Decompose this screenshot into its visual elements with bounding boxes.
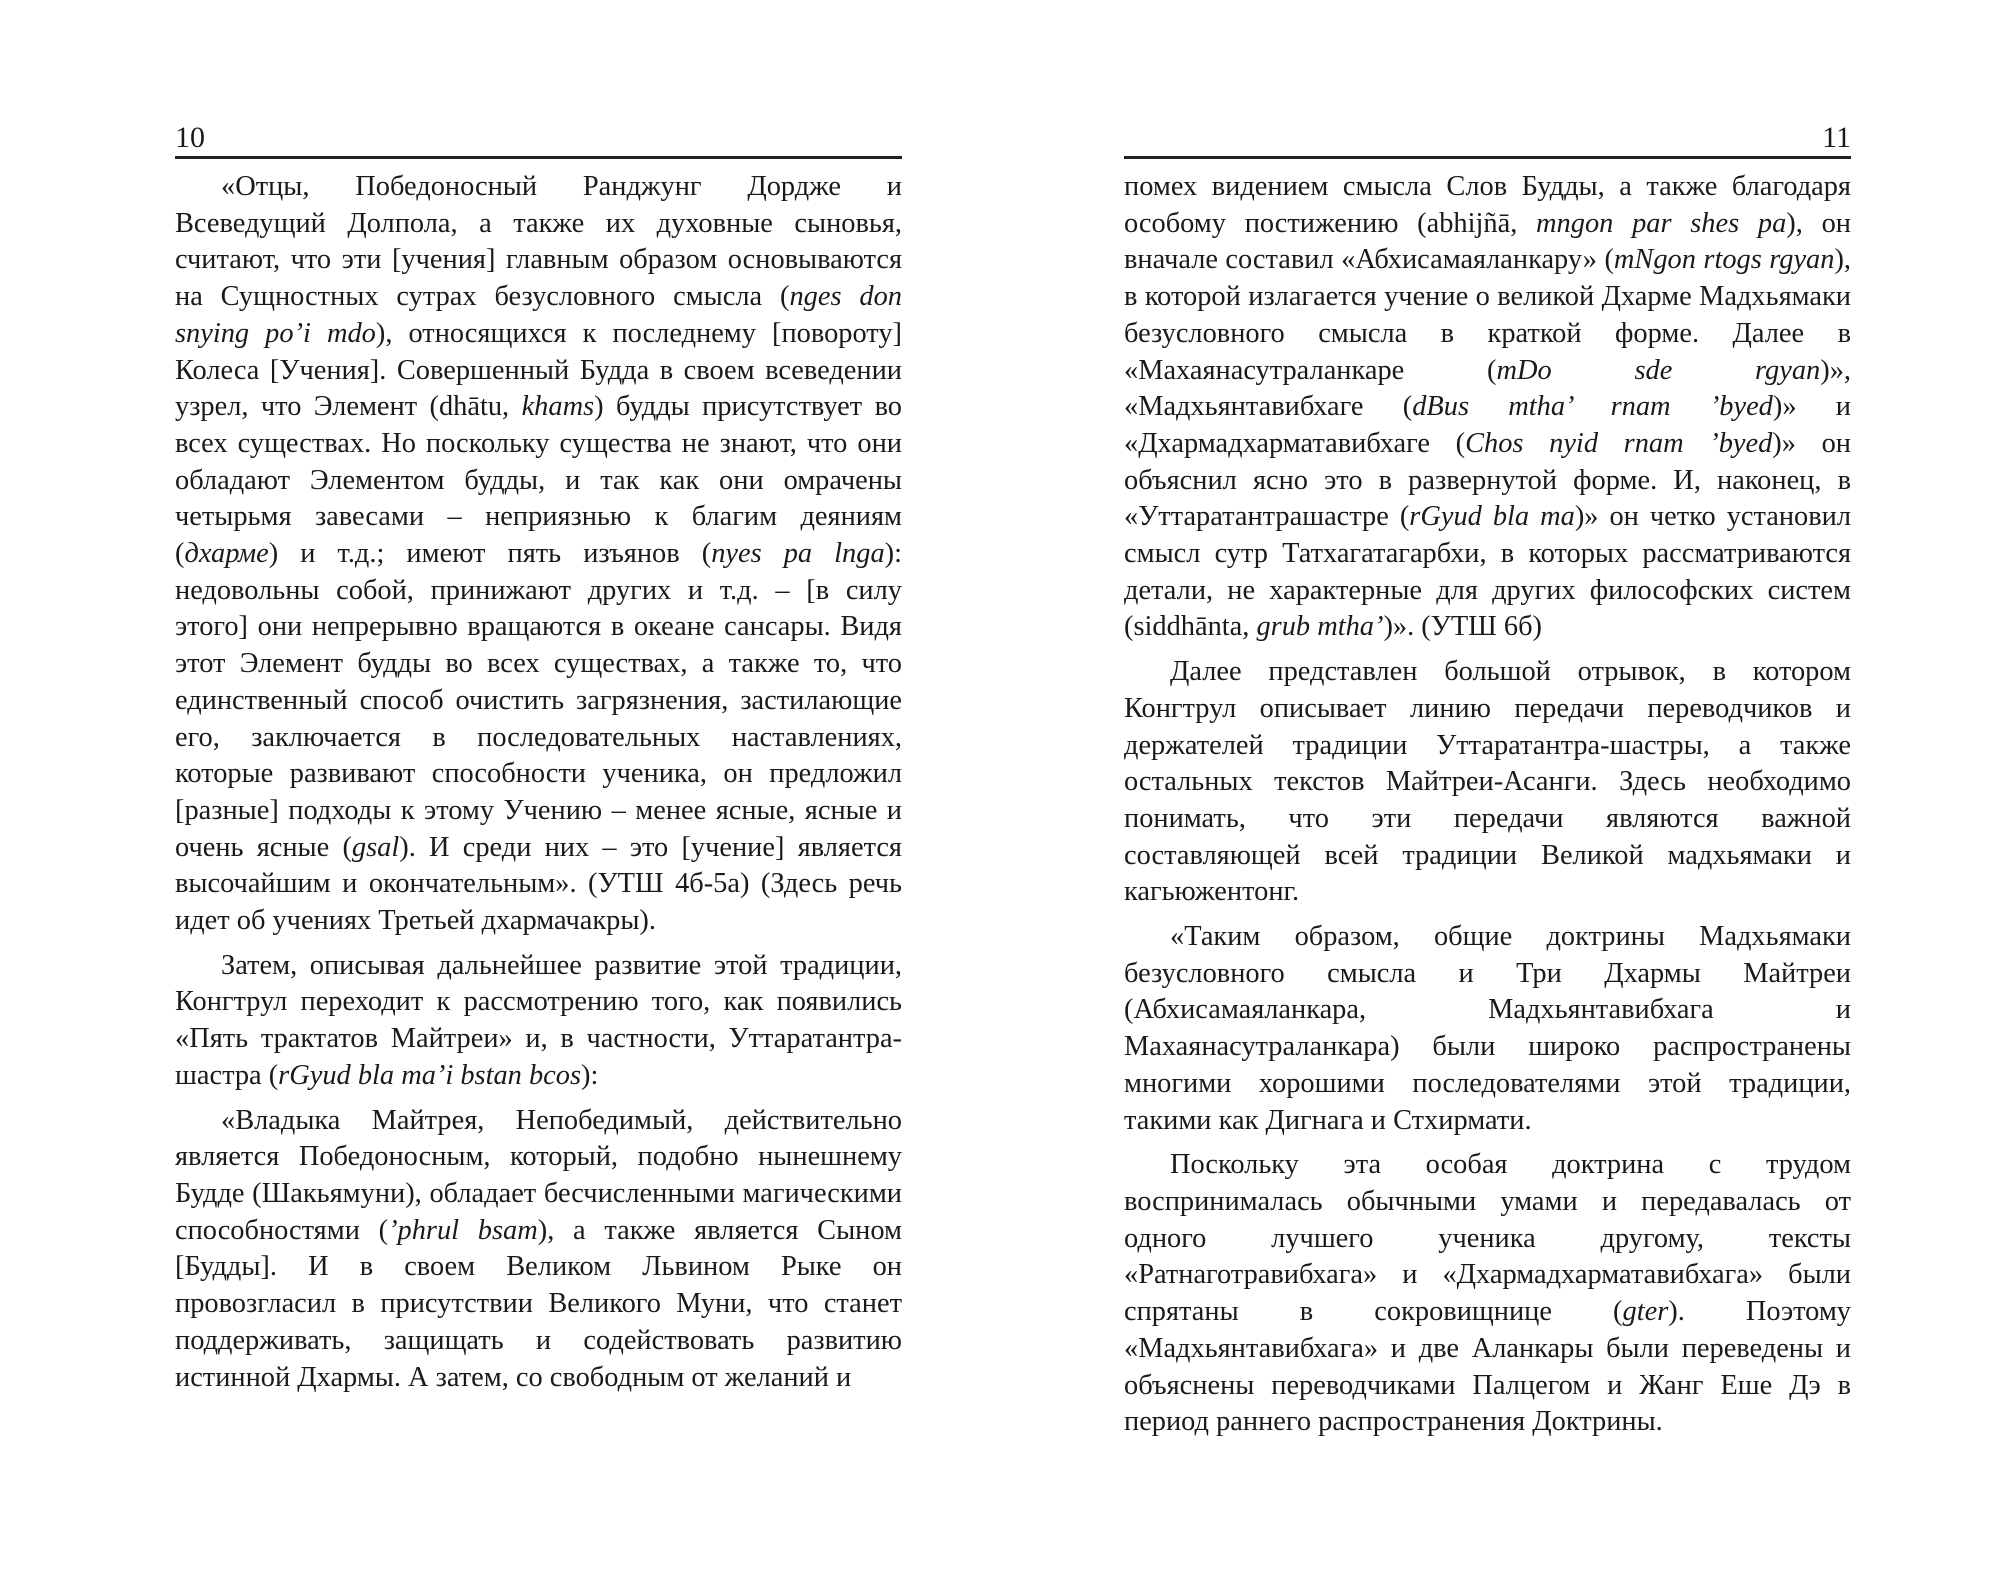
- italic-term: rGyud bla ma’i bstan bcos: [278, 1059, 581, 1091]
- text-run: Затем, описывая дальнейшее развитие этой традиции, Конгтрул переходит к рассмотрению того, как появились «Пять трактатов Майтреи» и, в частности, Уттаратантра-шастра (: [175, 949, 902, 1091]
- text-run: ) и т.д.; имеют пять изъянов (: [268, 538, 712, 570]
- text-run: ), он вначале составил «Абхисамаяланкару» (: [1124, 207, 1851, 276]
- italic-term: mDo sde rgyan: [1496, 354, 1821, 386]
- text-run: ), а также является Сыном [Будды]. И в своем Великом Львином Рыке он провозгласил в присутствии Великого Муни, что станет поддерживать, защищать и содействовать развитию истинной Дхармы. А затем, со свободным от желаний и: [175, 1214, 902, 1393]
- right-page: [1124, 122, 1851, 1441]
- paragraph: [175, 169, 902, 940]
- italic-term: dBus mtha’ rnam ’byed: [1412, 391, 1773, 423]
- italic-term: gsal: [351, 831, 400, 863]
- italic-term: Chos nyid rnam ’byed: [1465, 427, 1773, 459]
- paragraph: [1124, 1147, 1851, 1441]
- text-run: Поскольку эта особая доктрина с трудом воспринималась обычными умами и передавалась от одного лучшего ученика другому, тексты «Ратнаготравибхага» и «Дхармадхарматавибхага» были спрятаны в сокровищнице (: [1124, 1149, 1851, 1328]
- text-run: )». (УТШ 6б): [1383, 611, 1543, 643]
- text-run: ): недовольны собой, принижают других и т.д. – [в силу этого] они непрерывно вращаются в океане сансары. Видя этот Элемент будды во всех существах, а также то, что единственный способ очистить загрязнения, застилающие его, заключается в последовательных наставлениях, которые развивают способности ученика, он предложил [разные] подходы к этому Учению – менее ясные, ясные и очень ясные (: [175, 538, 902, 863]
- page-text: [175, 169, 902, 1396]
- header-rule: [175, 156, 902, 159]
- text-run: ). Поэтому «Мадхьянтавибхага» и две Аланкары были переведены и объяснены переводчиками Палцегом и Жанг Еше Дэ в период раннего распространения Доктрины.: [1124, 1296, 1851, 1438]
- page-text: [1124, 169, 1851, 1441]
- italic-term: nges don snying po’i mdo: [175, 281, 902, 349]
- italic-term: ’phrul bsam: [388, 1214, 538, 1246]
- italic-term: mngon par shes pa: [1536, 207, 1787, 239]
- italic-term: nyes pa lnga: [711, 538, 885, 570]
- italic-term: rGyud bla ma: [1409, 501, 1575, 533]
- text-run: )», «Мадхьянтавибхаге (: [1124, 354, 1851, 423]
- text-run: )» он объяснил ясно это в развернутой форме. И, наконец, в «Уттаратантрашастре (: [1124, 427, 1851, 533]
- italic-term: дхарме: [184, 538, 269, 570]
- italic-term: mNgon rtogs rgyan: [1613, 244, 1835, 276]
- paragraph: [1124, 654, 1851, 911]
- italic-term: gter: [1622, 1296, 1669, 1328]
- paragraph: [175, 1103, 902, 1397]
- page-number: 10: [175, 121, 205, 154]
- text-run: ). И среди них – это [учение] является высочайшим и окончательным». (УТШ 4б-5а) (Здесь речь идет об учениях Третьей дхармачакры).: [175, 831, 902, 937]
- paragraph: [175, 948, 902, 1095]
- text-run: Далее представлен большой отрывок, в котором Конгтрул описывает линию передачи переводчиков и держателей традиции Уттаратантра-шастры, а также остальных текстов Майтреи-Асанги. Здесь необходимо понимать, что эти передачи являются важной составляющей всей традиции Великой мадхьямаки и кагьюжентонг.: [1124, 656, 1851, 908]
- text-run: )» он четко установил смысл сутр Татхагатагарбхи, в которых рассматриваются детали, не характерные для других философских систем (siddhānta,: [1124, 501, 1852, 643]
- text-run: ) будды присутствует во всех существах. Но поскольку существа не знают, что они обладают Элементом будды, и так как они омрачены четырьмя завесами – неприязнью к благим деяниям (: [175, 391, 902, 570]
- text-run: )» и «Дхармадхарматавибхаге (: [1124, 391, 1852, 459]
- text-run: ):: [581, 1059, 599, 1091]
- left-page: [175, 122, 902, 1396]
- text-run: «Отцы, Победоносный Ранджунг Дордже и Всеведущий Долпола, а также их духовные сыновья, считают, что эти [учения] главным образом основываются на Сущностных сутрах безусловного смысла (: [175, 171, 902, 313]
- text-run: «Владыка Майтрея, Непобедимый, действительно является Победоносным, который, подобно нынешнему Будде (Шакьямуни), обладает бесчисленными магическими способностями (: [175, 1104, 902, 1246]
- italic-term: khams: [521, 391, 595, 423]
- text-run: ), в которой излагается учение о великой Дхарме Мадхьямаки безусловного смысла в краткой форме. Далее в «Махаянасутраланкаре (: [1124, 244, 1851, 386]
- page-number: 11: [1822, 121, 1851, 154]
- text-run: «Таким образом, общие доктрины Мадхьямаки безусловного смысла и Три Дхармы Майтреи (Абхисамаяланкара, Мадхьянтавибхага и Махаянасутраланкара) были широко распространены многими хорошими последователями этой традиции, такими как Дигнага и Стхирмати.: [1124, 921, 1851, 1136]
- text-run: помех видением смысла Слов Будды, а также благодаря особому постижению (abhijñā,: [1124, 171, 1851, 239]
- paragraph: [1124, 919, 1851, 1139]
- italic-term: grub mtha’: [1256, 611, 1384, 643]
- header-rule: [1124, 156, 1851, 159]
- paragraph: [1124, 169, 1851, 646]
- text-run: ), относящихся к последнему [повороту] Колеса [Учения]. Совершенный Будда в своем всеведении узрел, что Элемент (dhātu,: [175, 317, 902, 423]
